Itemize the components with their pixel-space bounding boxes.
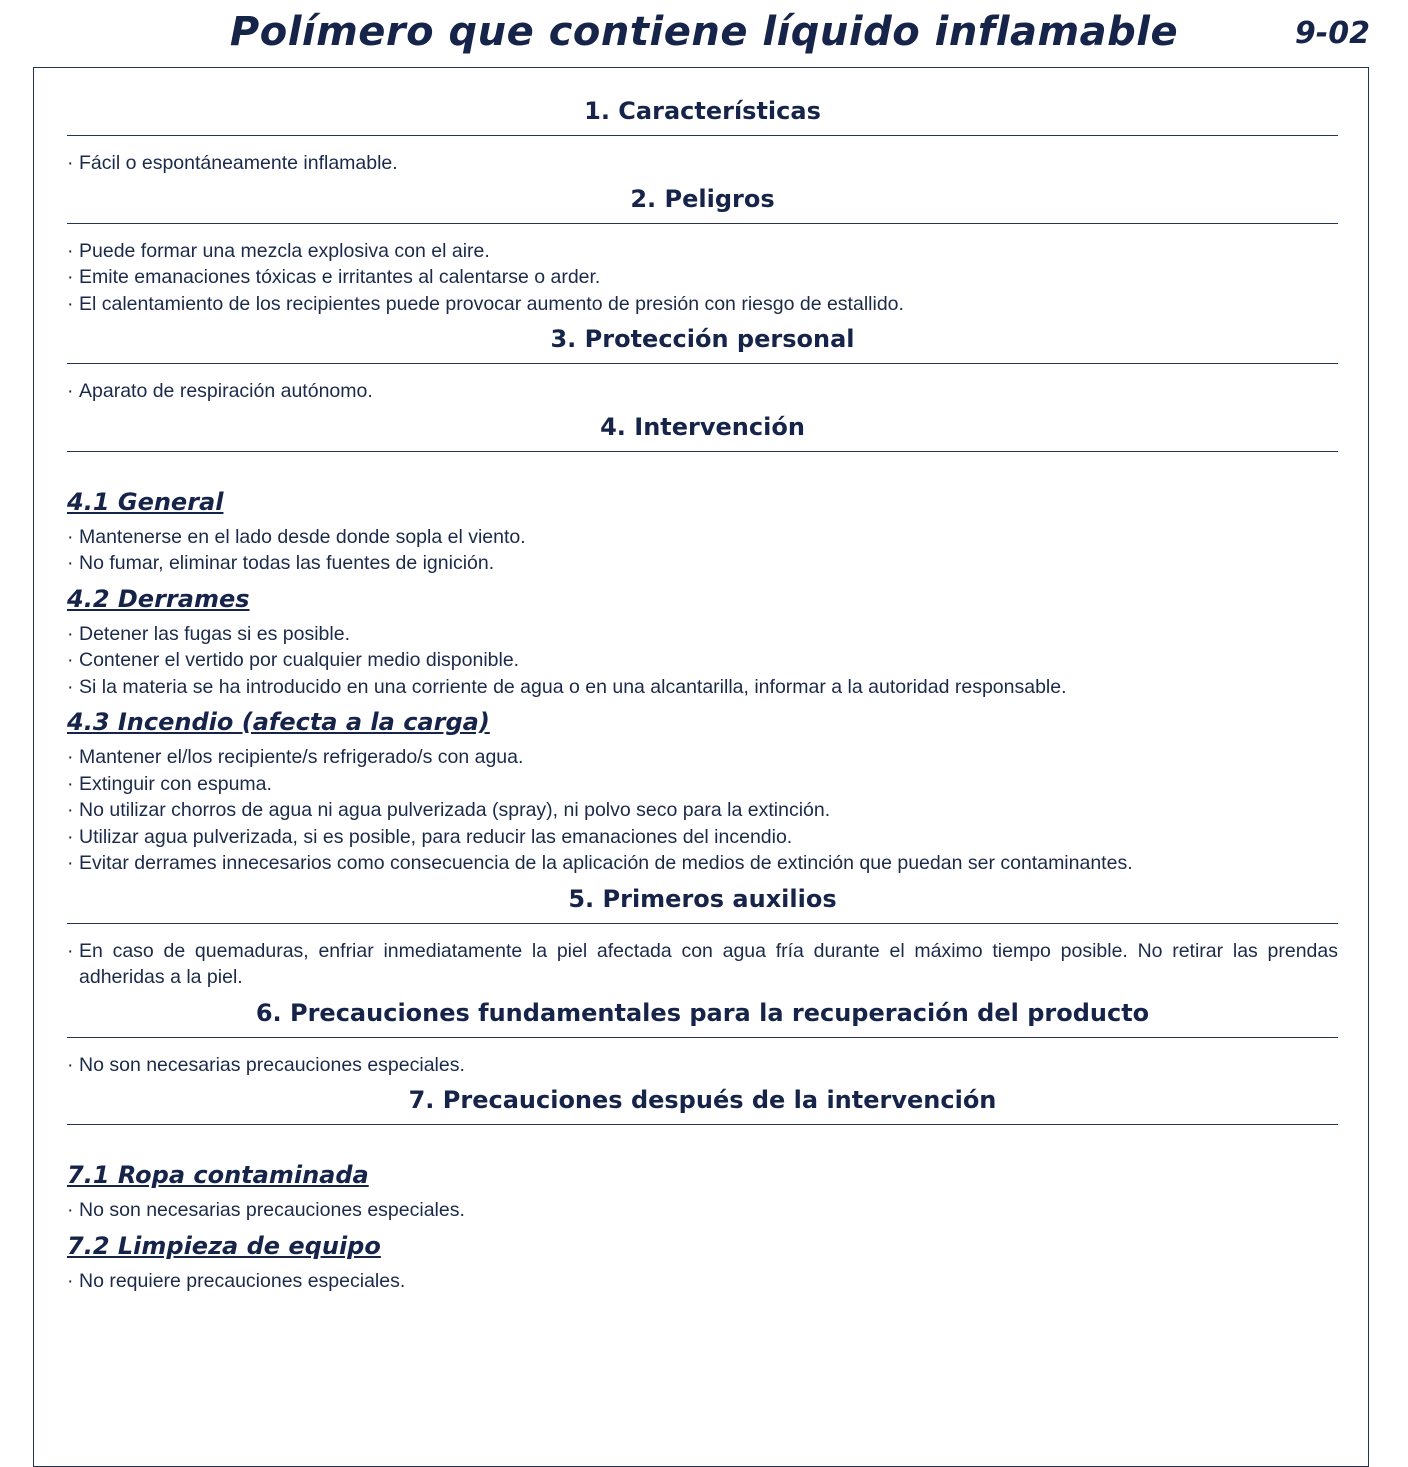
list-item: · Mantenerse en el lado desde donde sopla el viento.	[67, 524, 1338, 551]
list-item: · Emite emanaciones tóxicas e irritantes al calentarse o arder.	[67, 264, 1338, 291]
section-personal-protection	[67, 323, 1338, 405]
document-code: 9-02	[1294, 16, 1370, 51]
section-heading: 2. Peligros	[67, 183, 1338, 224]
section-first-aid	[67, 883, 1338, 991]
list-item: · No son necesarias precauciones especiales.	[67, 1052, 1338, 1079]
item-list	[67, 744, 1338, 877]
section-characteristics	[67, 95, 1338, 177]
list-item: · Aparato de respiración autónomo.	[67, 378, 1338, 405]
section-heading: 3. Protección personal	[67, 323, 1338, 364]
section-heading: 6. Precauciones fundamentales para la recuperación del producto	[67, 997, 1338, 1038]
item-list	[67, 938, 1338, 991]
list-item: · Fácil o espontáneamente inflamable.	[67, 150, 1338, 177]
list-item: · Evitar derrames innecesarios como consecuencia de la aplicación de medios de extinción que puedan ser contaminantes.	[67, 850, 1338, 877]
list-item: · Contener el vertido por cualquier medio disponible.	[67, 647, 1338, 674]
item-list	[67, 621, 1338, 701]
section-heading: 1. Características	[67, 95, 1338, 136]
list-item: · Puede formar una mezcla explosiva con el aire.	[67, 238, 1338, 265]
item-list	[67, 150, 1338, 177]
list-item: · El calentamiento de los recipientes puede provocar aumento de presión con riesgo de estallido.	[67, 291, 1338, 318]
page-title: Polímero que contiene líquido inflamable	[229, 9, 1179, 55]
section-recovery-precautions	[67, 997, 1338, 1079]
item-list	[67, 1197, 1338, 1224]
list-item: · Detener las fugas si es posible.	[67, 621, 1338, 648]
list-item: · Si la materia se ha introducido en una corriente de agua o en una alcantarilla, informar a la autoridad responsable.	[67, 674, 1338, 701]
item-list	[67, 1052, 1338, 1079]
list-item: · En caso de quemaduras, enfriar inmediatamente la piel afectada con agua fría durante el máximo tiempo posible. No retirar las prendas adheridas a la piel.	[67, 938, 1338, 991]
subsection-heading-equipment-cleaning: 7.2 Limpieza de equipo	[67, 1231, 381, 1260]
list-item: · Extinguir con espuma.	[67, 771, 1338, 798]
list-item: · No requiere precauciones especiales.	[67, 1268, 1338, 1295]
item-list	[67, 238, 1338, 318]
section-hazards	[67, 183, 1338, 318]
subsection-heading-contaminated-clothing: 7.1 Ropa contaminada	[67, 1161, 369, 1189]
document-body	[67, 95, 1338, 1294]
section-post-intervention	[67, 1084, 1338, 1294]
subsection-heading-general: 4.1 General	[67, 487, 224, 516]
subsection-heading-spills: 4.2 Derrames	[67, 584, 250, 613]
section-heading: 5. Primeros auxilios	[67, 883, 1338, 924]
section-heading: 7. Precauciones después de la intervención	[67, 1084, 1338, 1125]
list-item: · Mantener el/los recipiente/s refrigerado/s con agua.	[67, 744, 1338, 771]
subsection-heading-fire: 4.3 Incendio (afecta a la carga)	[67, 708, 490, 736]
list-item: · No fumar, eliminar todas las fuentes de ignición.	[67, 550, 1338, 577]
list-item: · Utilizar agua pulverizada, si es posible, para reducir las emanaciones del incendio.	[67, 824, 1338, 851]
item-list	[67, 524, 1338, 577]
list-item: · No son necesarias precauciones especiales.	[67, 1197, 1338, 1224]
section-intervention	[67, 411, 1338, 877]
list-item: · No utilizar chorros de agua ni agua pulverizada (spray), ni polvo seco para la extinción.	[67, 797, 1338, 824]
section-heading: 4. Intervención	[67, 411, 1338, 452]
item-list	[67, 378, 1338, 405]
item-list	[67, 1268, 1338, 1295]
